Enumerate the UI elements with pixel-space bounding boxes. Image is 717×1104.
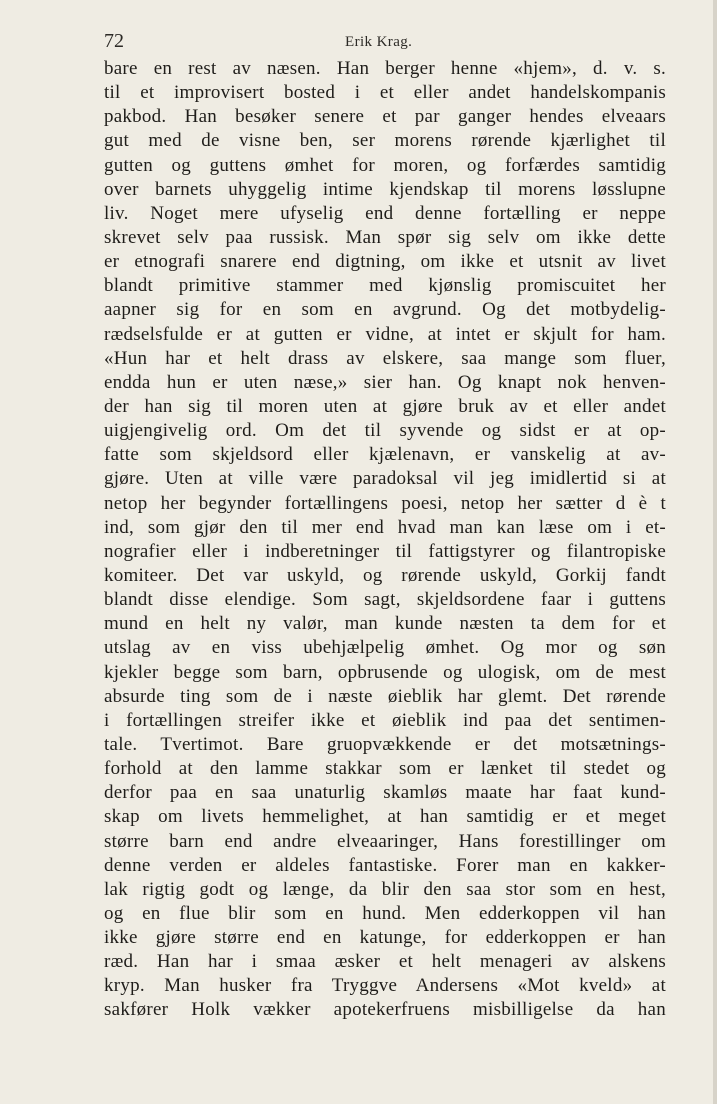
text-line: mund en helt ny valør, man kunde næsten ta dem for et: [104, 613, 666, 635]
text-line: pakbod. Han besøker senere et par ganger hendes elveaars: [104, 106, 666, 128]
text-line: ikke gjøre større end en katunge, for edderkoppen er han: [104, 927, 666, 949]
text-line: gutten og guttens ømhet for moren, og forfærdes samtidig: [104, 154, 666, 176]
text-line: aapner sig for en som en avgrund. Og det motbydelig-: [104, 299, 666, 321]
text-line: forhold at den lamme stakkar som er lænket til stedet og: [104, 758, 666, 780]
text-line: sakfører Holk vækker apotekerfruens misbilligelse da han: [104, 999, 666, 1021]
text-line: tale. Tvertimot. Bare gruopvækkende er det motsætnings-: [104, 733, 666, 755]
running-head-author: Erik Krag.: [345, 34, 413, 50]
text-line: blandt disse elendige. Som sagt, skjeldsordene faar i guttens: [104, 589, 666, 611]
text-line: absurde ting som de i næste øieblik har glemt. Det rørende: [104, 685, 666, 707]
text-line: skrevet selv paa russisk. Man spør sig selv om ikke dette: [104, 226, 666, 248]
body-text: [104, 57, 666, 1023]
text-line: «Hun har et helt drass av elskere, saa mange som fluer,: [104, 347, 666, 369]
text-line: denne verden er aldeles fantastiske. Forer man en kakker-: [104, 854, 666, 876]
text-line: og en flue blir som en hund. Men edderkoppen vil han: [104, 902, 666, 924]
text-line: til et improvisert bosted i et eller andet handelskompanis: [104, 82, 666, 104]
text-line: er etnografi snarere end digtning, om ikke et utsnit av livet: [104, 251, 666, 273]
text-line: skap om livets hemmelighet, at han samtidig er et meget: [104, 806, 666, 828]
running-head: [104, 28, 666, 54]
text-line: netop her begynder fortællingens poesi, netop her sætter d è t: [104, 492, 666, 514]
text-line: liv. Noget mere ufyselig end denne fortælling er neppe: [104, 202, 666, 224]
text-line: bare en rest av næsen. Han berger henne «hjem», d. v. s.: [104, 58, 666, 79]
text-line: endda hun er uten næse,» sier han. Og knapt nok henven-: [104, 371, 666, 393]
text-line: blandt primitive stammer med kjønslig promiscuitet her: [104, 275, 666, 297]
text-line: rædselsfulde er at gutten er vidne, at intet er skjult for ham.: [104, 323, 666, 345]
text-line: ind, som gjør den til mer end hvad man kan læse om i et-: [104, 516, 666, 538]
text-line: der han sig til moren uten at gjøre bruk av et eller andet: [104, 395, 666, 417]
text-line: større barn end andre elveaaringer, Hans forestillinger om: [104, 830, 666, 852]
text-line: ræd. Han har i smaa æsker et helt menageri av alskens: [104, 951, 666, 973]
text-line: uigjengivelig ord. Om det til syvende og sidst er at op-: [104, 420, 666, 442]
text-line: lak rigtig godt og længe, da blir den saa stor som en hest,: [104, 878, 666, 900]
text-line: derfor paa en saa unaturlig skamløs maate har faat kund-: [104, 782, 666, 804]
page-number: 72: [104, 30, 124, 52]
text-line: fatte som skjeldsord eller kjælenavn, er vanskelig at av-: [104, 444, 666, 466]
page-edge: [713, 0, 717, 1104]
text-line: nografier eller i indberetninger til fattigstyrer og filantropiske: [104, 540, 666, 562]
text-line: gut med de visne ben, ser morens rørende kjærlighet til: [104, 130, 666, 152]
text-line: kryp. Man husker fra Tryggve Andersens «Mot kveld» at: [104, 975, 666, 997]
text-line: kjekler begge som barn, opbrusende og ulogisk, om de mest: [104, 661, 666, 683]
text-line: over barnets uhyggelig intime kjendskap til morens løsslupne: [104, 178, 666, 200]
text-line: komiteer. Det var uskyld, og rørende uskyld, Gorkij fandt: [104, 564, 666, 586]
text-line: gjøre. Uten at ville være paradoksal vil jeg imidlertid si at: [104, 468, 666, 490]
text-line: i fortællingen streifer ikke et øieblik ind paa det sentimen-: [104, 709, 666, 731]
text-line: utslag av en viss ubehjælpelig ømhet. Og mor og søn: [104, 637, 666, 659]
